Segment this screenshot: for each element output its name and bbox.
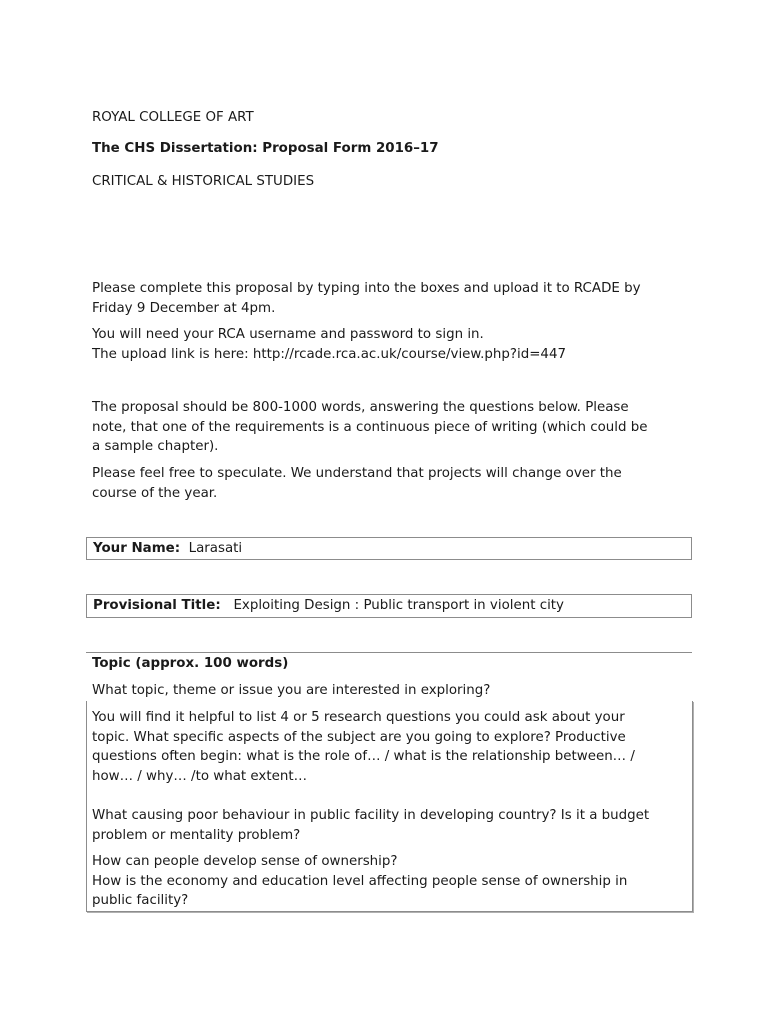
topic-guidance (92, 708, 692, 786)
instruction-line: The proposal should be 800-1000 words, answering the questions below. Please (92, 400, 629, 415)
instruction-line: Friday 9 December at 4pm. (92, 300, 276, 316)
instruction-line: note, that one of the requirements is a continuous piece of writing (which could be (92, 419, 648, 435)
topic-divider (86, 652, 692, 653)
answer-line: problem or mentality problem? (92, 827, 301, 843)
topic-answer-2[interactable] (92, 852, 692, 911)
form-title: The CHS Dissertation: Proposal Form 2016–17 (92, 141, 439, 156)
upload-link[interactable]: The upload link is here: http://rcade.rca.ac.uk/course/view.php?id=447 (92, 346, 566, 362)
instructions-word-count (92, 398, 692, 457)
title-field-row (93, 596, 564, 615)
name-field-box[interactable] (86, 537, 692, 560)
answer-line: How can people develop sense of ownership? (92, 854, 398, 869)
name-field-label: Your Name: (93, 541, 181, 556)
instruction-line: course of the year. (92, 485, 218, 501)
topic-answer-1[interactable] (92, 806, 692, 845)
department-name: CRITICAL & HISTORICAL STUDIES (92, 174, 315, 189)
guidance-line: topic. What specific aspects of the subject are you going to explore? Productive (92, 729, 626, 745)
institution-name: ROYAL COLLEGE OF ART (92, 110, 254, 125)
instructions-speculate (92, 464, 692, 503)
answer-line: public facility? (92, 893, 189, 908)
answer-line: What causing poor behaviour in public facility in developing country? Is it a budget (92, 808, 650, 823)
topic-question: What topic, theme or issue you are interested in exploring? (92, 683, 491, 698)
topic-heading: Topic (approx. 100 words) (92, 656, 289, 671)
answer-line: How is the economy and education level affecting people sense of ownership in (92, 873, 628, 889)
instruction-line: a sample chapter). (92, 439, 219, 454)
instructions-deadline (92, 279, 692, 318)
title-field-box[interactable] (86, 594, 692, 618)
instruction-line: Please complete this proposal by typing into the boxes and upload it to RCADE by (92, 281, 641, 296)
instruction-line: Please feel free to speculate. We understand that projects will change over the (92, 466, 622, 481)
guidance-line: You will find it helpful to list 4 or 5 research questions you could ask about your (92, 710, 625, 725)
guidance-line: questions often begin: what is the role of… / what is the relationship between… / (92, 749, 635, 764)
guidance-line: how… / why… /to what extent… (92, 768, 307, 784)
instruction-line: You will need your RCA username and password to sign in. (92, 327, 484, 342)
title-field-value[interactable]: Exploiting Design : Public transport in violent city (233, 598, 564, 613)
instructions-upload (92, 325, 692, 364)
name-field-value[interactable]: Larasati (188, 541, 243, 556)
title-field-label: Provisional Title: (93, 598, 221, 613)
name-field-row (93, 539, 242, 558)
